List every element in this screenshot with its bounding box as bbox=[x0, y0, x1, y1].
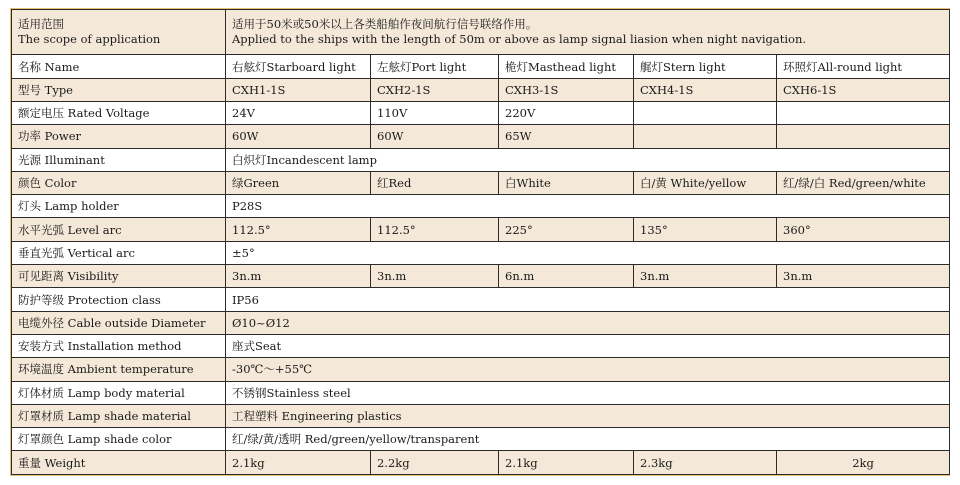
spec-value-span: 红/绿/黄/透明 Red/green/yellow/transparent bbox=[226, 428, 950, 451]
spec-label: 型号 Type bbox=[12, 78, 226, 101]
spec-value: 红Red bbox=[371, 171, 499, 194]
spec-label: 水平光弧 Level arc bbox=[12, 218, 226, 241]
spec-sheet-frame bbox=[10, 8, 950, 476]
spec-label: 防护等级 Protection class bbox=[12, 288, 226, 311]
spec-value: CXH3-1S bbox=[499, 78, 634, 101]
spec-row bbox=[12, 102, 950, 125]
scope-row bbox=[12, 10, 950, 55]
spec-value: CXH1-1S bbox=[226, 78, 371, 101]
scope-label-cn: 适用范围 bbox=[18, 17, 64, 32]
spec-label: 额定电压 Rated Voltage bbox=[12, 102, 226, 125]
spec-value: 艉灯Stern light bbox=[634, 55, 777, 78]
spec-row bbox=[12, 55, 950, 78]
spec-value bbox=[777, 125, 950, 148]
spec-value: 3n.m bbox=[634, 265, 777, 288]
spec-label: 环境温度 Ambient temperature bbox=[12, 358, 226, 381]
spec-table bbox=[11, 9, 950, 475]
spec-value bbox=[777, 102, 950, 125]
spec-row bbox=[12, 241, 950, 264]
spec-value: 右舷灯Starboard light bbox=[226, 55, 371, 78]
spec-value-span: Ø10~Ø12 bbox=[226, 311, 950, 334]
spec-value: 左舷灯Port light bbox=[371, 55, 499, 78]
spec-value: 2.1kg bbox=[226, 451, 371, 475]
spec-value: 112.5° bbox=[371, 218, 499, 241]
spec-label: 功率 Power bbox=[12, 125, 226, 148]
spec-row bbox=[12, 265, 950, 288]
spec-row bbox=[12, 288, 950, 311]
spec-label: 重量 Weight bbox=[12, 451, 226, 475]
spec-row bbox=[12, 358, 950, 381]
spec-label: 电缆外径 Cable outside Diameter bbox=[12, 311, 226, 334]
spec-value: 6n.m bbox=[499, 265, 634, 288]
spec-value: 绿Green bbox=[226, 171, 371, 194]
spec-value: 红/绿/白 Red/green/white bbox=[777, 171, 950, 194]
spec-value: 360° bbox=[777, 218, 950, 241]
spec-value: 225° bbox=[499, 218, 634, 241]
spec-value: CXH4-1S bbox=[634, 78, 777, 101]
scope-label-cell bbox=[12, 10, 226, 55]
spec-value: CXH2-1S bbox=[371, 78, 499, 101]
spec-value: 220V bbox=[499, 102, 634, 125]
spec-label: 安装方式 Installation method bbox=[12, 334, 226, 357]
spec-value: CXH6-1S bbox=[777, 78, 950, 101]
spec-value: 24V bbox=[226, 102, 371, 125]
spec-value: 白White bbox=[499, 171, 634, 194]
spec-label: 可见距离 Visibility bbox=[12, 265, 226, 288]
spec-value: 3n.m bbox=[777, 265, 950, 288]
spec-value bbox=[634, 102, 777, 125]
scope-text-cn: 适用于50米或50米以上各类船舶作夜间航行信号联络作用。 bbox=[232, 17, 538, 32]
spec-value: 桅灯Masthead light bbox=[499, 55, 634, 78]
spec-label: 名称 Name bbox=[12, 55, 226, 78]
spec-value: 60W bbox=[371, 125, 499, 148]
spec-label: 灯体材质 Lamp body material bbox=[12, 381, 226, 404]
spec-label: 颜色 Color bbox=[12, 171, 226, 194]
spec-row bbox=[12, 428, 950, 451]
scope-label-en: The scope of application bbox=[18, 32, 161, 47]
scope-text-en: Applied to the ships with the length of 50m or above as lamp signal liasion when night navigation. bbox=[232, 32, 807, 47]
spec-value: 135° bbox=[634, 218, 777, 241]
spec-label: 垂直光弧 Vertical arc bbox=[12, 241, 226, 264]
spec-value bbox=[634, 125, 777, 148]
spec-value-span: 工程塑料 Engineering plastics bbox=[226, 404, 950, 427]
spec-row bbox=[12, 195, 950, 218]
spec-value: 2.2kg bbox=[371, 451, 499, 475]
spec-row bbox=[12, 334, 950, 357]
spec-value-span: P28S bbox=[226, 195, 950, 218]
spec-row bbox=[12, 381, 950, 404]
spec-value-span: IP56 bbox=[226, 288, 950, 311]
spec-row bbox=[12, 218, 950, 241]
spec-row bbox=[12, 78, 950, 101]
spec-label: 灯罩材质 Lamp shade material bbox=[12, 404, 226, 427]
spec-label: 灯头 Lamp holder bbox=[12, 195, 226, 218]
spec-value: 2kg bbox=[777, 451, 950, 475]
spec-value: 2.1kg bbox=[499, 451, 634, 475]
spec-value-span: 座式Seat bbox=[226, 334, 950, 357]
spec-value-span: 不锈钢Stainless steel bbox=[226, 381, 950, 404]
spec-value: 3n.m bbox=[371, 265, 499, 288]
spec-row bbox=[12, 148, 950, 171]
spec-value: 环照灯All-round light bbox=[777, 55, 950, 78]
spec-value: 2.3kg bbox=[634, 451, 777, 475]
spec-value-span: -30℃～+55℃ bbox=[226, 358, 950, 381]
spec-row bbox=[12, 451, 950, 475]
spec-label: 灯罩颜色 Lamp shade color bbox=[12, 428, 226, 451]
spec-row bbox=[12, 311, 950, 334]
spec-label: 光源 Illuminant bbox=[12, 148, 226, 171]
spec-value: 白/黄 White/yellow bbox=[634, 171, 777, 194]
spec-value-span: ±5° bbox=[226, 241, 950, 264]
spec-value: 112.5° bbox=[226, 218, 371, 241]
spec-value: 3n.m bbox=[226, 265, 371, 288]
spec-value: 65W bbox=[499, 125, 634, 148]
spec-value-span: 白炽灯Incandescent lamp bbox=[226, 148, 950, 171]
spec-row bbox=[12, 404, 950, 427]
spec-value: 110V bbox=[371, 102, 499, 125]
spec-row bbox=[12, 125, 950, 148]
scope-text-cell bbox=[226, 10, 950, 55]
spec-value: 60W bbox=[226, 125, 371, 148]
spec-row bbox=[12, 171, 950, 194]
